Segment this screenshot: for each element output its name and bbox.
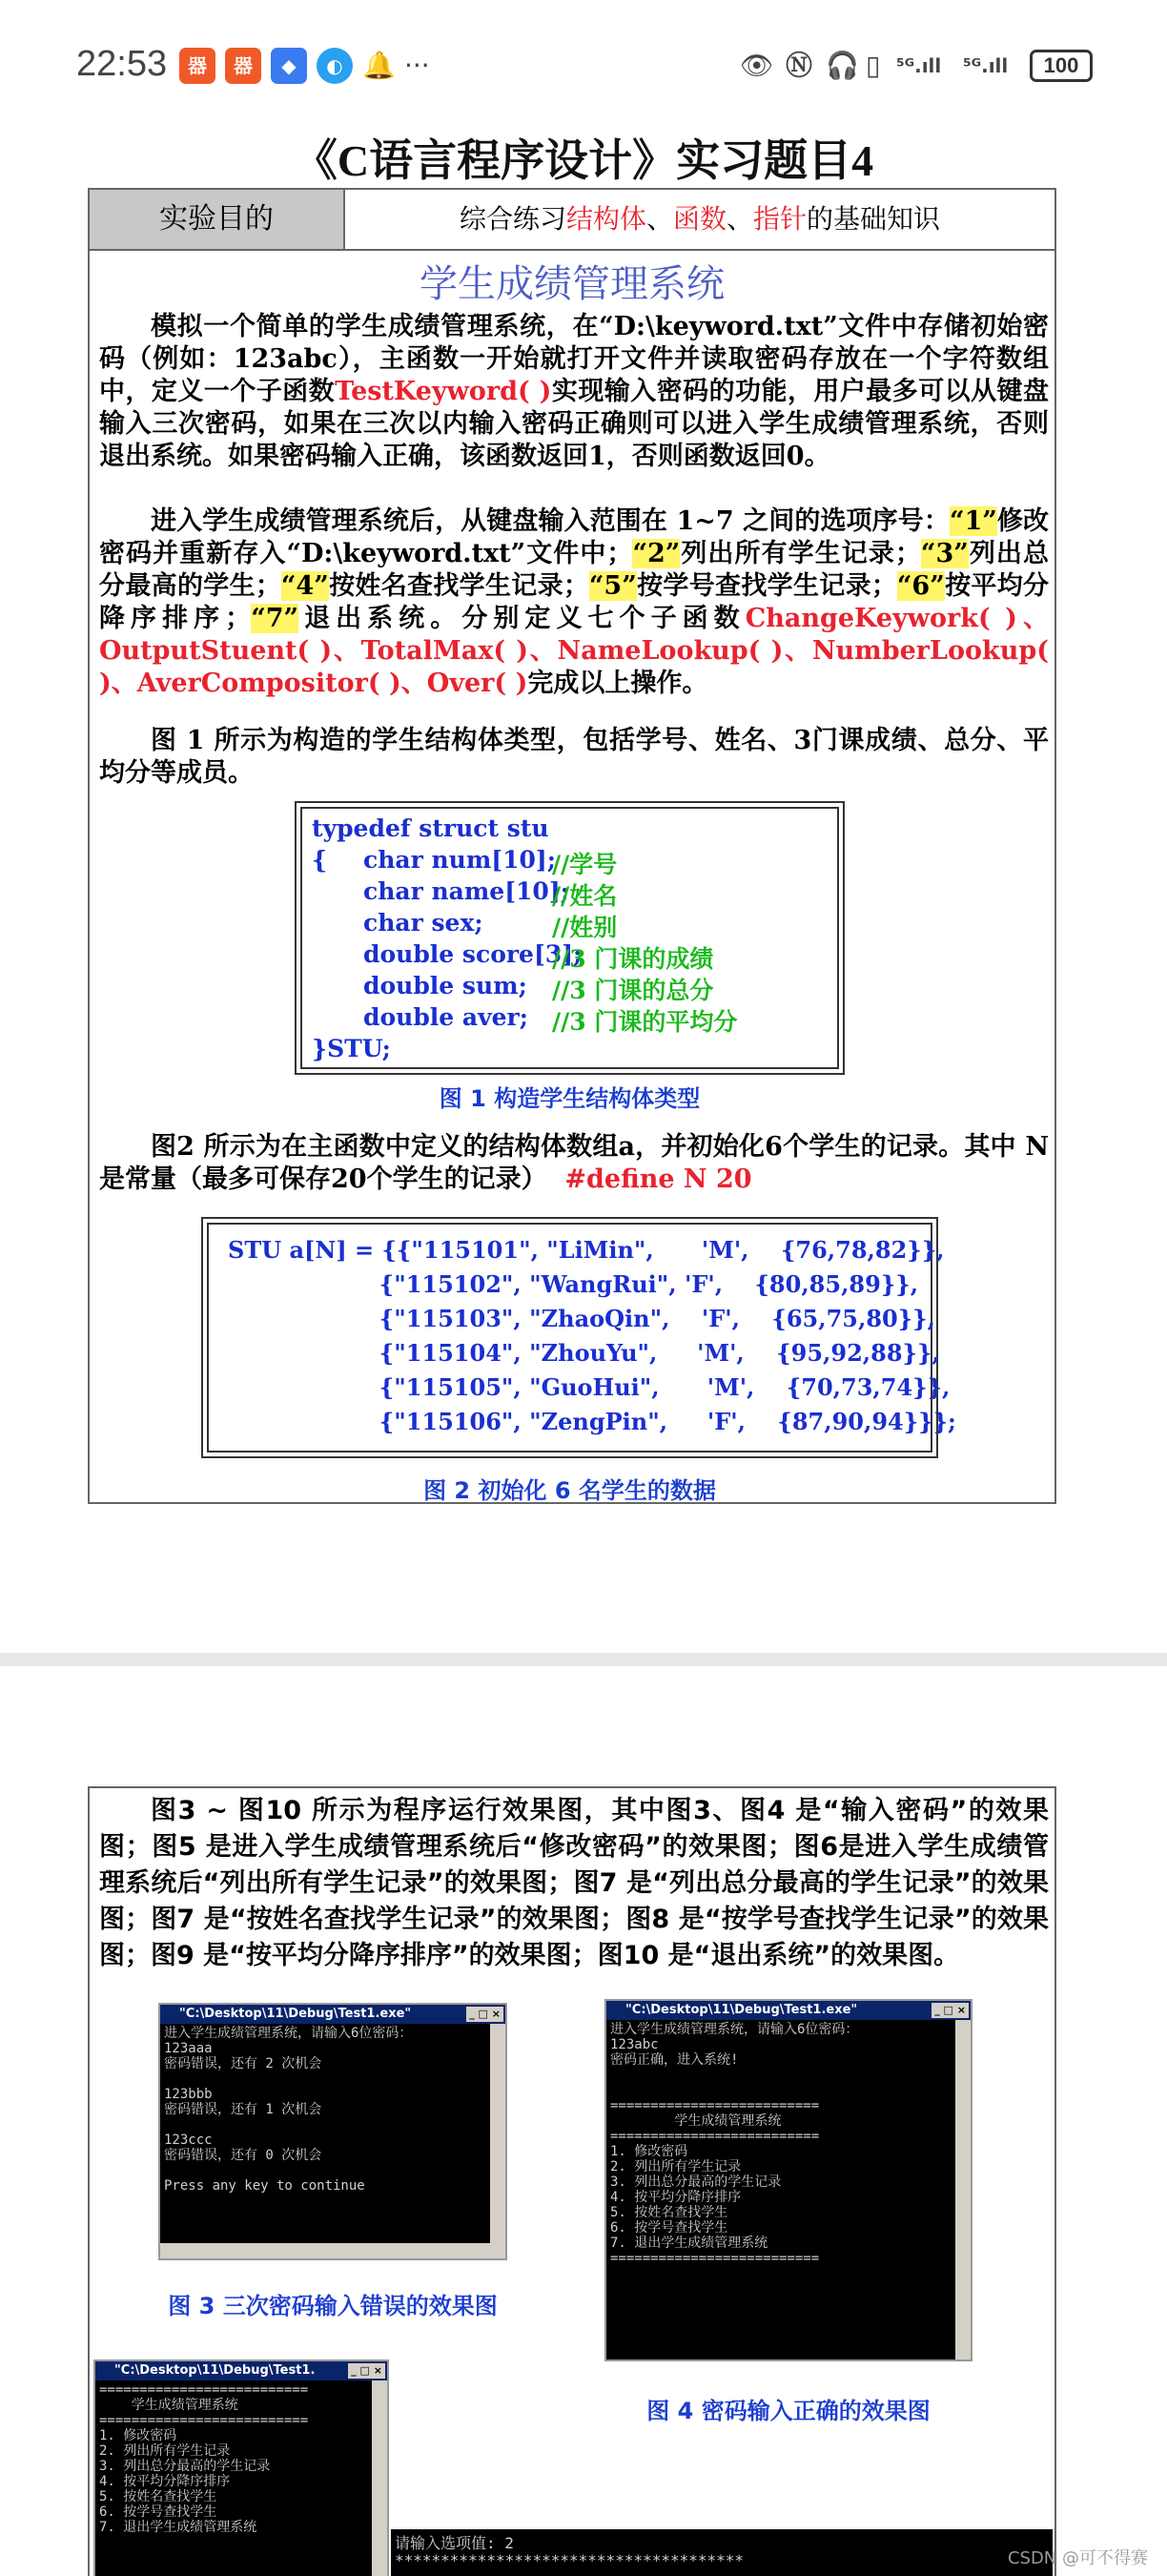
- page-separator: [0, 1653, 1167, 1666]
- bell-icon: 🔔: [362, 50, 396, 81]
- init-code-box: [201, 1217, 956, 1458]
- code-comment: //3 门课的平均分: [552, 1008, 738, 1036]
- status-bar: [0, 0, 1167, 134]
- app-icon-4: ◐: [317, 48, 353, 84]
- console-window-fig6: [391, 2529, 1053, 2576]
- code-line: {"115102", "WangRui", 'F', {80,85,89}},: [228, 1270, 919, 1298]
- paragraph-4: 图2 所示为在主函数中定义的结构体数组a，并初始化6个学生的记录。其中 N 是常量（最多可保存20个学生的记录） #define N 20: [99, 1132, 1049, 1194]
- vertical-scrollbar[interactable]: [955, 2020, 971, 2360]
- more-icon: ···: [404, 50, 430, 81]
- console-window-fig3: [158, 2003, 507, 2260]
- window-title: "C:\Desktop\11\Debug\Test1.exe" _ □ ×: [160, 2005, 505, 2024]
- code-line: char num[10];: [363, 846, 556, 874]
- vibrate-icon: ▯: [866, 50, 881, 81]
- paragraph-3: 图 1 所示为构造的学生结构体类型，包括学号、姓名、3门课成绩、总分、平均分等成员。: [99, 726, 1049, 788]
- code-line: char name[10];: [363, 877, 569, 905]
- window-controls[interactable]: _ □ ×: [466, 2007, 503, 2022]
- vertical-scrollbar[interactable]: [372, 2380, 387, 2576]
- app-icon-3: ◆: [271, 48, 307, 84]
- signal-5g-icon: ⁵ᴳ.ıll: [896, 54, 942, 77]
- battery-icon: 100: [1030, 50, 1093, 82]
- console-output: ========================== 学生成绩管理系统 ========================== 1. 修改密码 2. 列出所有学生记录 3. 列出总分最高的学生记录 4. 按平均分降序排序 5. 按姓名查找学生 6. 按学号查找学生 7. 退出学生成绩管理系统: [99, 2382, 309, 2535]
- code-line: char sex;: [363, 909, 483, 937]
- code-comment: //3 门课的总分: [552, 977, 714, 1004]
- console-output: 请输入选项值: 2 **************************************: [395, 2534, 745, 2569]
- console-output: 进入学生成绩管理系统，请输入6位密码： 123abc 密码正确，进入系统! ========================== 学生成绩管理系统 ========================== 1. 修改密码 2. 列出所有学生记录 3. 列出总分最高的学生记录 4. 按平均分降序排序 5. 按姓名查找学生 6. 按学号查找学生 7. 退出学生成绩管理系统 ==========================: [610, 2022, 859, 2266]
- vertical-scrollbar[interactable]: [490, 2024, 505, 2258]
- code-line: double sum;: [363, 972, 527, 999]
- struct-code-box: [295, 801, 845, 1075]
- signal-5g-icon-2: ⁵ᴳ.ıll: [963, 54, 1009, 77]
- divider: [90, 249, 1054, 251]
- console-output: 进入学生成绩管理系统，请输入6位密码： 123aaa 密码错误，还有 2 次机会 123bbb 密码错误，还有 1 次机会 123ccc 密码错误，还有 0 次机会 Press any key to continue: [164, 2026, 413, 2194]
- paragraph-5: 图3 ~ 图10 所示为程序运行效果图，其中图3、图4 是“输入密码”的效果图；图5 是进入学生成绩管理系统后“修改密码”的效果图；图6是进入学生成绩管理系统后“列出所有学生记录”的效果图；图7 是“列出总分最高的学生记录”的效果图；图7 是“按姓名查找学生记录”的效果图；图8 是“按学号查找学生记录”的效果图；图9 是“按平均分降序排序”的效果图；图10 是“退出系统”的效果图。: [99, 1796, 1049, 1970]
- code-comment: //学号: [552, 851, 618, 878]
- code-comment: //姓别: [552, 914, 618, 941]
- code-line: {"115105", "GuoHui", 'M', {70,73,74}},: [228, 1373, 951, 1401]
- eye-icon: 👁: [740, 50, 774, 81]
- purpose-text: 综合练习结构体、函数、指针的基础知识: [459, 203, 941, 235]
- purpose-label: 实验目的: [90, 190, 345, 249]
- app-icon-2: 器: [225, 48, 261, 84]
- code-line: double aver;: [363, 1003, 528, 1031]
- document-title: 《C语言程序设计》实习题目4: [293, 136, 874, 185]
- app-icon-1: 器: [179, 48, 215, 84]
- code-line: STU a[N] = {{"115101", "LiMin", 'M', {76,78,82}},: [228, 1236, 945, 1264]
- system-title: 学生成绩管理系统: [420, 262, 725, 306]
- window-title: "C:\Desktop\11\Debug\Test1. _ □ ×: [95, 2361, 387, 2380]
- figure-2-caption: 图 2 初始化 6 名学生的数据: [423, 1477, 716, 1504]
- code-line: }STU;: [312, 1035, 391, 1062]
- figure-3-caption: 图 3 三次密码输入错误的效果图: [168, 2293, 498, 2319]
- figure-1-caption: 图 1 构造学生结构体类型: [439, 1085, 701, 1112]
- window-controls[interactable]: _ □ ×: [932, 2003, 969, 2018]
- code-comment: //3 门课的成绩: [552, 945, 714, 973]
- code-line: {"115104", "ZhouYu", 'M', {95,92,88}},: [228, 1339, 940, 1367]
- status-time: 22:53: [76, 44, 168, 84]
- figure-4-caption: 图 4 密码输入正确的效果图: [646, 2398, 931, 2424]
- paragraph-2: 进入学生成绩管理系统后，从键盘输入范围在 1~7 之间的选项序号：“1”修改密码并重新存入“D:\keyword.txt”文件中；“2”列出所有学生记录；“3”列出总分最高的学生；“4”按姓名查找学生记录；“5”按学号查找学生记录；“6”按平均分降序排序；“7”退出系统。分别定义七个子函数ChangeKeywork( )、OutputStuent( )、TotalMax( )、NameLookup( )、NumberLookup( )、AverCompositor( )、Over( )完成以上操作。: [99, 506, 1050, 698]
- nfc-icon: Ⓝ: [786, 50, 813, 81]
- watermark: CSDN @可不得赛: [1007, 2548, 1148, 2568]
- console-window-fig5: [93, 2360, 389, 2576]
- headphone-icon: 🎧: [826, 50, 859, 81]
- code-line: typedef struct stu: [312, 814, 549, 842]
- code-line: double score[3];: [363, 940, 583, 968]
- code-line: {"115103", "ZhaoQin", 'F', {65,75,80}},: [228, 1305, 935, 1332]
- paragraph-1: 模拟一个简单的学生成绩管理系统，在“D:\keyword.txt”文件中存储初始密码（例如：123abc），主函数一开始就打开文件并读取密码存放在一个字符数组中，定义一个子函数TestKeyword( )实现输入密码的功能，用户最多可以从键盘输入三次密码，如果在三次以内输入密码正确则可以进入学生成绩管理系统，否则退出系统。如果密码输入正确，该函数返回1，否则函数返回0。: [99, 312, 1050, 471]
- console-window-fig4: [604, 1999, 972, 2361]
- code-line: {: [312, 846, 328, 874]
- window-controls[interactable]: _ □ ×: [348, 2363, 385, 2379]
- code-line: {"115106", "ZengPin", 'F', {87,90,94}}};: [228, 1408, 956, 1435]
- code-comment: //姓名: [552, 882, 618, 910]
- horizontal-scrollbar[interactable]: [160, 2243, 505, 2258]
- window-title: "C:\Desktop\11\Debug\Test1.exe" _ □ ×: [606, 2001, 971, 2020]
